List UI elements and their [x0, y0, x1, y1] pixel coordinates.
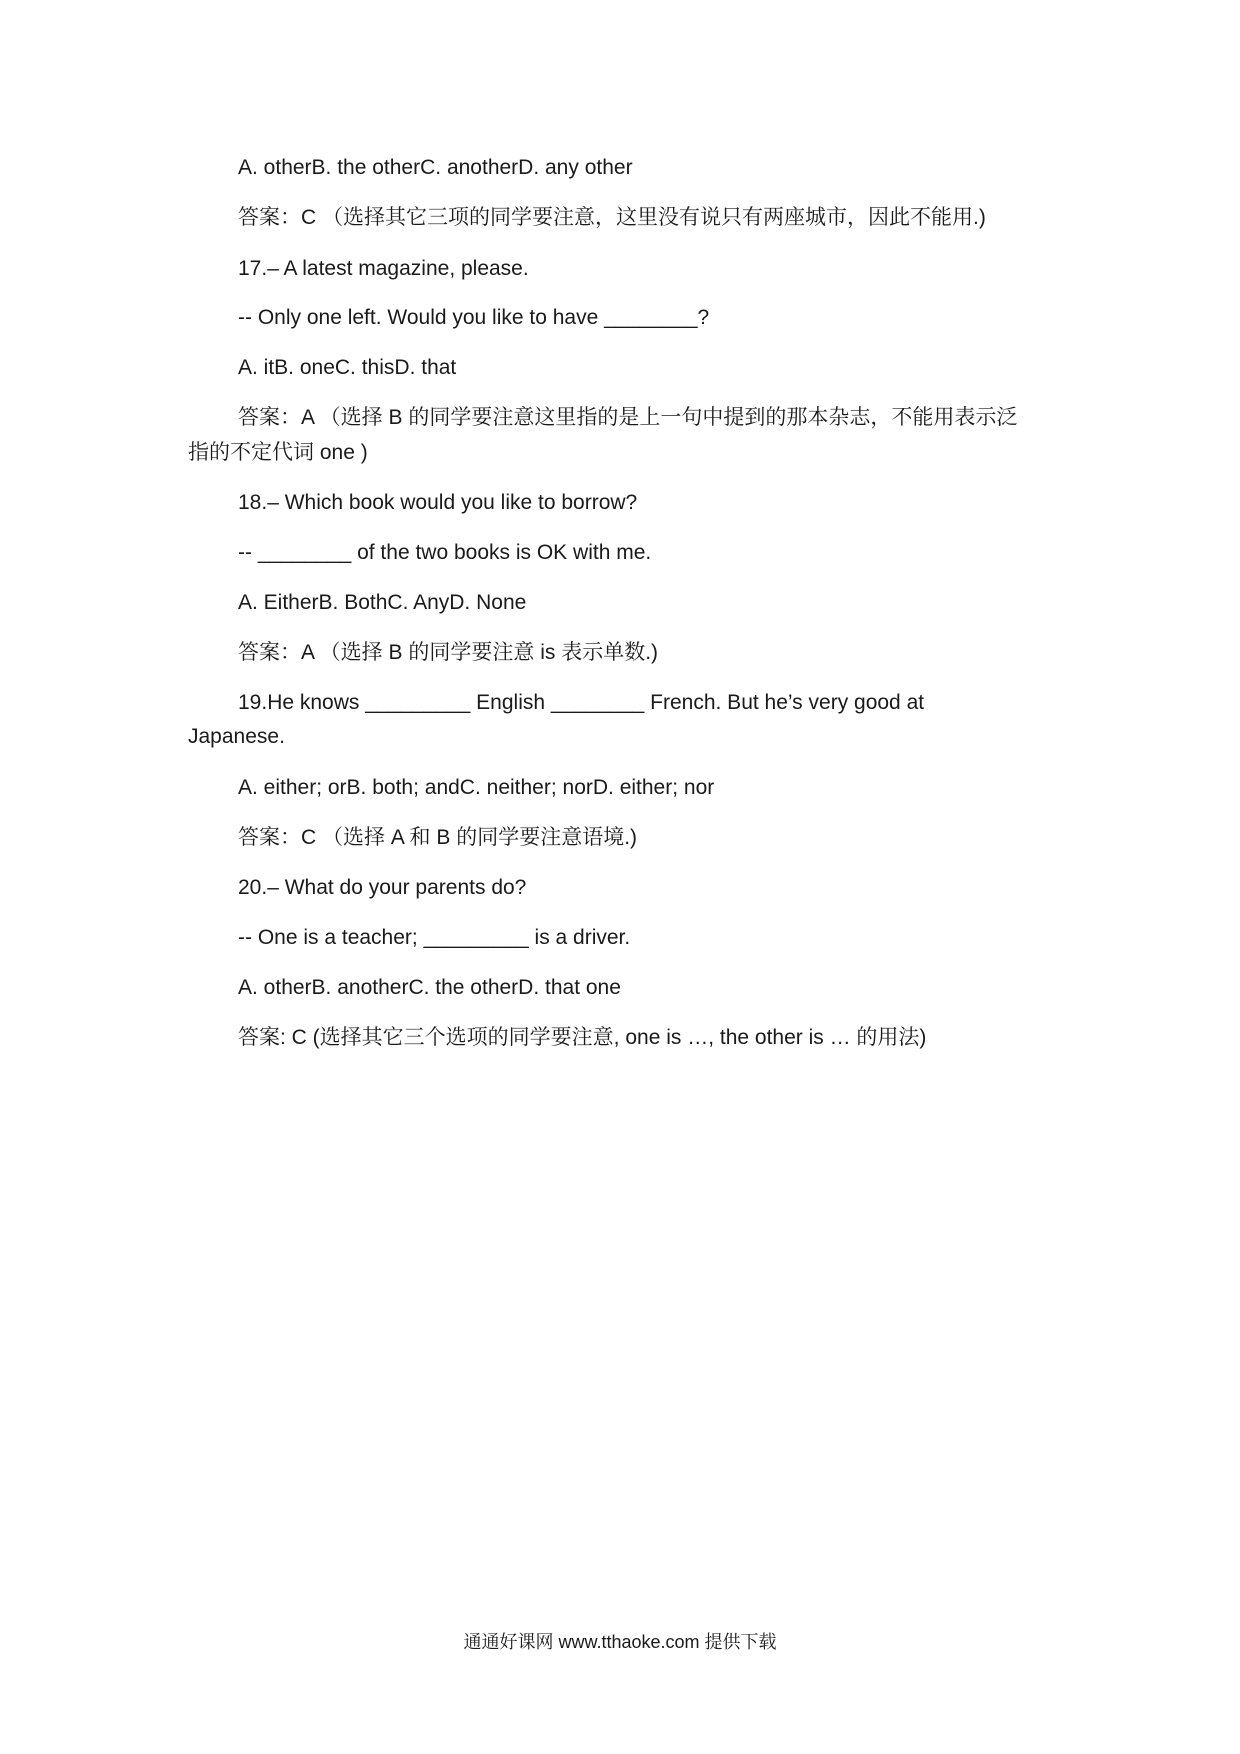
- q17-reply: -- Only one left. Would you like to have ________?: [238, 306, 710, 329]
- q16-options: A. otherB. the otherC. anotherD. any other: [238, 156, 633, 179]
- q20-question: 20.– What do your parents do?: [238, 876, 527, 899]
- q19-question-continued: Japanese.: [188, 725, 285, 748]
- q19-question: 19.He knows _________ English ________ French. But he’s very good at: [238, 691, 925, 714]
- page-footer: 通通好课网 www.tthaoke.com 提供下载: [463, 1632, 777, 1652]
- q18-question: 18.– Which book would you like to borrow?: [238, 491, 638, 514]
- q17-question: 17.– A latest magazine, please.: [238, 257, 529, 280]
- q19-answer: 答案：C （选择 A 和 B 的同学要注意语境.): [238, 826, 638, 849]
- q18-reply: -- ________ of the two books is OK with me.: [238, 541, 652, 564]
- q20-answer: 答案: C (选择其它三个选项的同学要注意, one is …, the other is … 的用法): [238, 1026, 927, 1049]
- q18-answer: 答案：A （选择 B 的同学要注意 is 表示单数.): [238, 641, 659, 664]
- q17-answer: 答案：A （选择 B 的同学要注意这里指的是上一句中提到的那本杂志，不能用表示泛: [238, 406, 1018, 429]
- q17-answer-continued: 指的不定代词 one ): [188, 441, 368, 464]
- q20-reply: -- One is a teacher; _________ is a driver.: [238, 926, 631, 949]
- q18-options: A. EitherB. BothC. AnyD. None: [238, 591, 527, 614]
- q20-options: A. otherB. anotherC. the otherD. that one: [238, 976, 621, 999]
- q19-options: A. either; orB. both; andC. neither; norD. either; nor: [238, 776, 715, 799]
- q16-answer: 答案：C （选择其它三项的同学要注意，这里没有说只有两座城市，因此不能用.): [238, 206, 986, 229]
- q17-options: A. itB. oneC. thisD. that: [238, 356, 457, 379]
